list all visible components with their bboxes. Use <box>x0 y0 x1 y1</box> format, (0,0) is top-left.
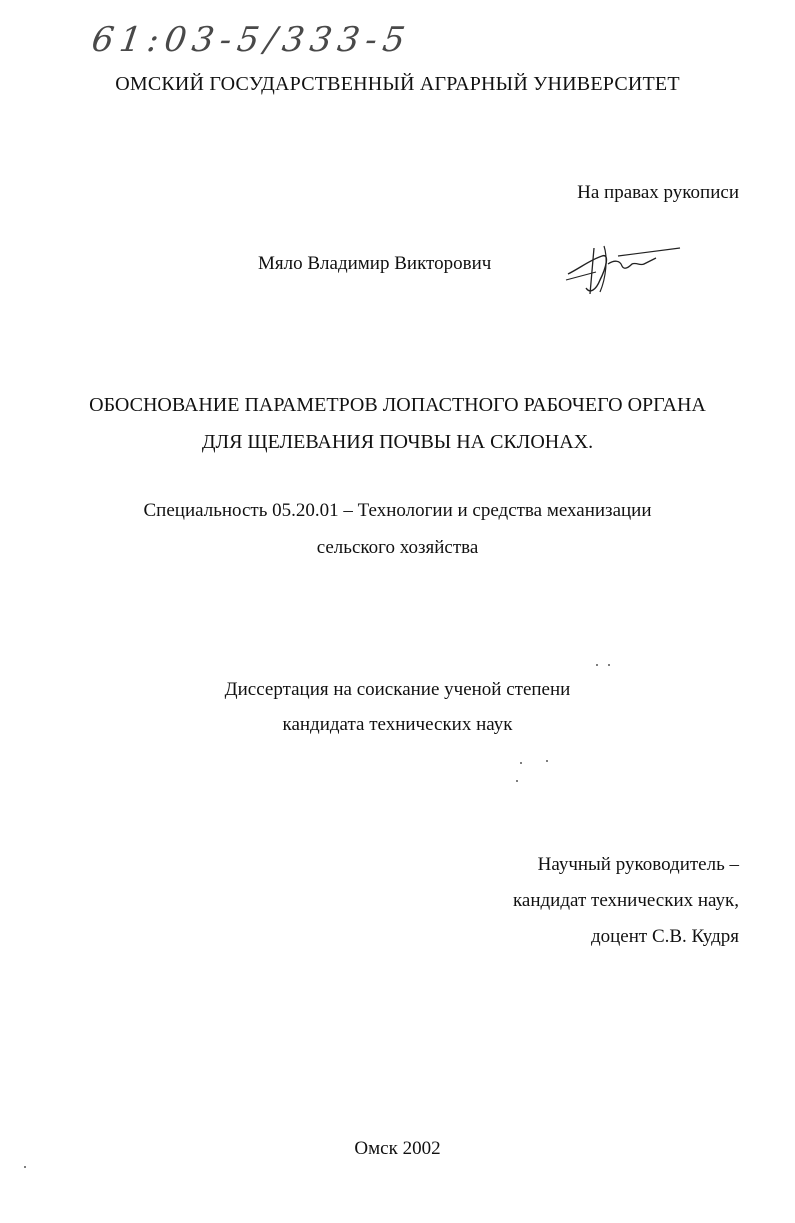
author-name: Мяло Владимир Викторович <box>258 253 492 274</box>
specialty-line-2: сельского хозяйства <box>316 537 479 558</box>
scan-speck <box>608 664 610 666</box>
scan-speck <box>516 780 518 782</box>
specialty-line-1: Специальность 05.20.01 – Технологии и средства механизации <box>143 500 652 521</box>
supervisor-line-2: кандидат технических наук, <box>512 890 739 911</box>
scan-speck <box>546 760 548 762</box>
author-signature <box>560 238 690 298</box>
archive-number-handwritten: 61:03-5/333-5 <box>89 20 414 60</box>
scan-speck <box>596 664 598 666</box>
degree-line-2: кандидата технических наук <box>282 714 513 735</box>
supervisor-line-1: Научный руководитель – <box>537 854 739 875</box>
manuscript-rights-note: На правах рукописи <box>577 182 739 203</box>
scan-speck <box>520 762 522 764</box>
place-and-year: Омск 2002 <box>354 1138 441 1159</box>
scan-speck <box>24 1166 26 1168</box>
supervisor-line-3: доцент С.В. Кудря <box>590 926 739 947</box>
thesis-title-line-2: ДЛЯ ЩЕЛЕВАНИЯ ПОЧВЫ НА СКЛОНАХ. <box>201 431 594 453</box>
university-name: ОМСКИЙ ГОСУДАРСТВЕННЫЙ АГРАРНЫЙ УНИВЕРСИТЕТ <box>115 73 680 95</box>
degree-line-1: Диссертация на соискание ученой степени <box>224 679 571 700</box>
thesis-title-line-1: ОБОСНОВАНИЕ ПАРАМЕТРОВ ЛОПАСТНОГО РАБОЧЕГО ОРГАНА <box>89 394 706 416</box>
